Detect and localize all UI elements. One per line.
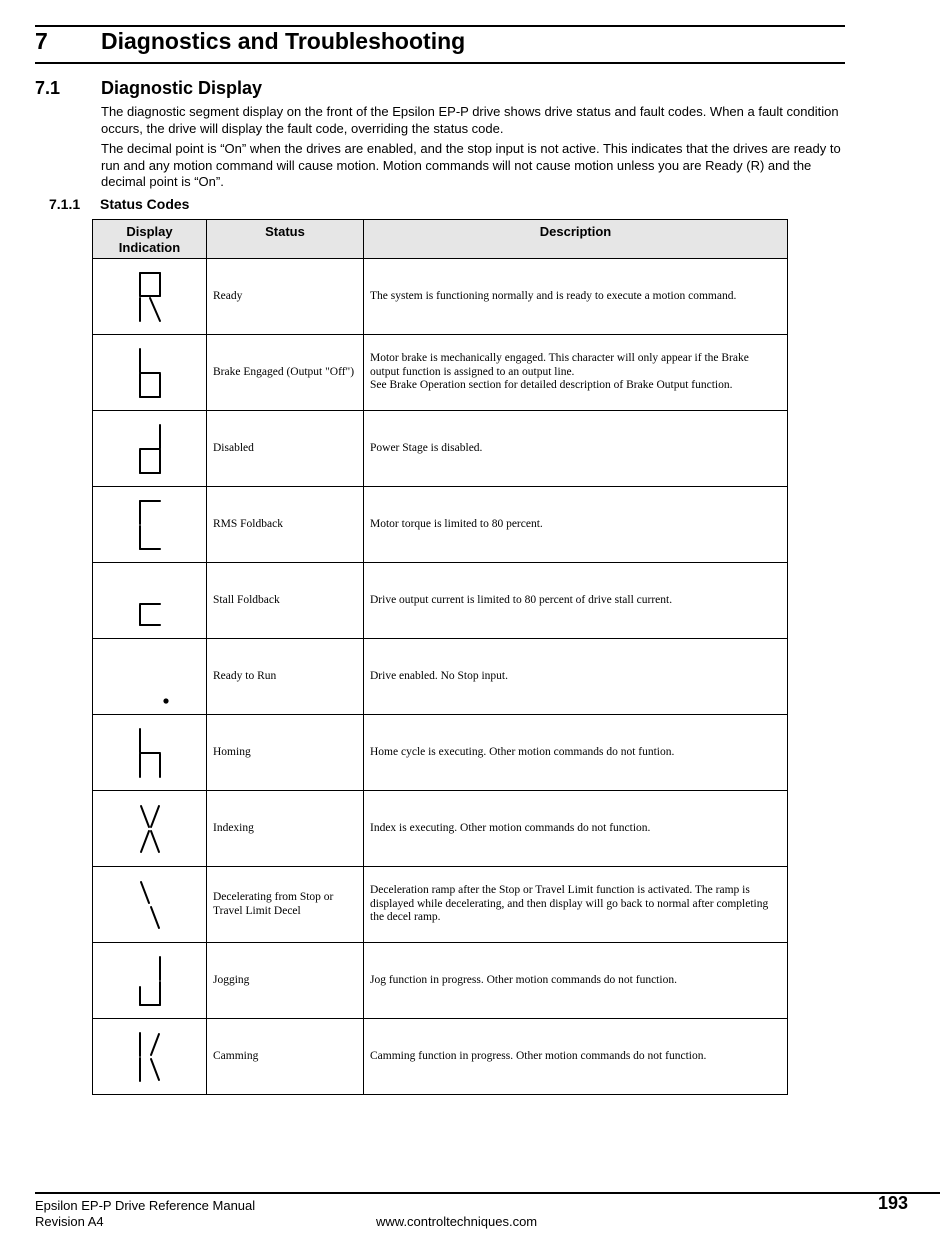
status-cell: Stall Foldback [207,563,364,639]
header-display-line2: Indication [118,240,181,255]
status-line: Travel Limit Decel [213,904,301,917]
segment-glyph-c-icon [130,571,170,631]
status-cell: Homing [207,715,364,791]
status-cell: RMS Foldback [207,487,364,563]
description-cell: Jog function in progress. Other motion commands do not function. [364,943,788,1019]
display-cell [93,563,207,639]
description-cell: Power Stage is disabled. [364,411,788,487]
top-rule [35,25,845,27]
table-row [93,487,788,563]
paragraph-decimal-point: The decimal point is “On” when the drives are enabled, and the stop input is not active. This indicates that the drives are ready to run and any motion command will cause motion. Motion commands will not cause motion unless you are Ready (R) and the decimal point is “On”. [101,141,841,189]
display-cell [93,715,207,791]
footer-revision: Revision A4 [35,1214,104,1229]
chapter-number: 7 [35,28,48,54]
description-cell: Deceleration ramp after the Stop or Travel Limit function is activated. The ramp is displayed while decelerating, and then display will go back to normal after completing the decel ramp. [364,867,788,943]
status-cell: Disabled [207,411,364,487]
segment-glyph-K-icon [130,1027,170,1087]
table-row [93,639,788,715]
header-status: Status [207,220,364,259]
description-line: See Brake Operation section for detailed description of Brake Output function. [370,379,733,392]
segment-glyph-J-icon [130,951,170,1011]
display-cell [93,943,207,1019]
description-cell: Home cycle is executing. Other motion commands do not funtion. [364,715,788,791]
status-cell: Ready to Run [207,639,364,715]
description-cell: Motor torque is limited to 80 percent. [364,487,788,563]
chapter-title: Diagnostics and Troubleshooting [101,28,466,54]
description-cell: Index is executing. Other motion commands do not function. [364,791,788,867]
table-row [93,411,788,487]
header-description: Description [364,220,788,259]
table-row [93,563,788,639]
header-display-indication [93,220,207,259]
table-row [93,335,788,411]
display-cell [93,791,207,867]
table-header-row [93,220,788,259]
section-title: Diagnostic Display [101,78,263,98]
status-cell: Camming [207,1019,364,1095]
description-line: Motor brake is mechanically engaged. This character will only appear if the Brake output function is assigned to an output line. [370,352,749,378]
display-cell [93,335,207,411]
table-row [93,259,788,335]
description-cell: Drive enabled. No Stop input. [364,639,788,715]
status-line: Decelerating from Stop or [213,891,334,903]
footer-url: www.controltechniques.com [376,1214,538,1229]
segment-glyph-X-icon [130,799,170,859]
display-cell [93,259,207,335]
segment-glyph-h-icon [130,723,170,783]
page-number: 193 [878,1193,909,1213]
table-row [93,867,788,943]
status-cell: Jogging [207,943,364,1019]
status-cell [207,867,364,943]
segment-glyph-b-icon [130,343,170,403]
footer-manual-title: Epsilon EP-P Drive Reference Manual [35,1198,256,1213]
description-cell: The system is functioning normally and is ready to execute a motion command. [364,259,788,335]
segment-glyph-C-icon [130,495,170,555]
display-cell [93,867,207,943]
segment-glyph-R-icon [130,267,170,327]
status-codes-table [92,219,788,1095]
segment-glyph-backslash-icon [130,875,170,935]
status-cell: Brake Engaged (Output "Off") [207,335,364,411]
subsection-title: Status Codes [100,196,190,212]
display-cell [93,487,207,563]
description-cell [364,335,788,411]
description-cell: Drive output current is limited to 80 percent of drive stall current. [364,563,788,639]
status-cell: Ready [207,259,364,335]
subsection-number: 7.1.1 [49,196,81,212]
display-cell [93,411,207,487]
table-row [93,1019,788,1095]
display-cell [93,1019,207,1095]
table-row [93,791,788,867]
header-display-line1: Display [126,224,173,239]
table-row [93,715,788,791]
paragraph-intro: The diagnostic segment display on the front of the Epsilon EP-P drive shows drive status and fault codes. When a fault condition occurs, the drive will display the fault code, overriding the status code. [101,104,839,136]
segment-glyph-d-icon [130,419,170,479]
section-number: 7.1 [35,78,61,98]
table-row [93,943,788,1019]
segment-glyph-decimal-point-icon [130,647,170,707]
status-cell: Indexing [207,791,364,867]
chapter-underline [35,62,845,64]
display-cell [93,639,207,715]
description-cell: Camming function in progress. Other motion commands do not function. [364,1019,788,1095]
footer-rule [35,1192,940,1194]
